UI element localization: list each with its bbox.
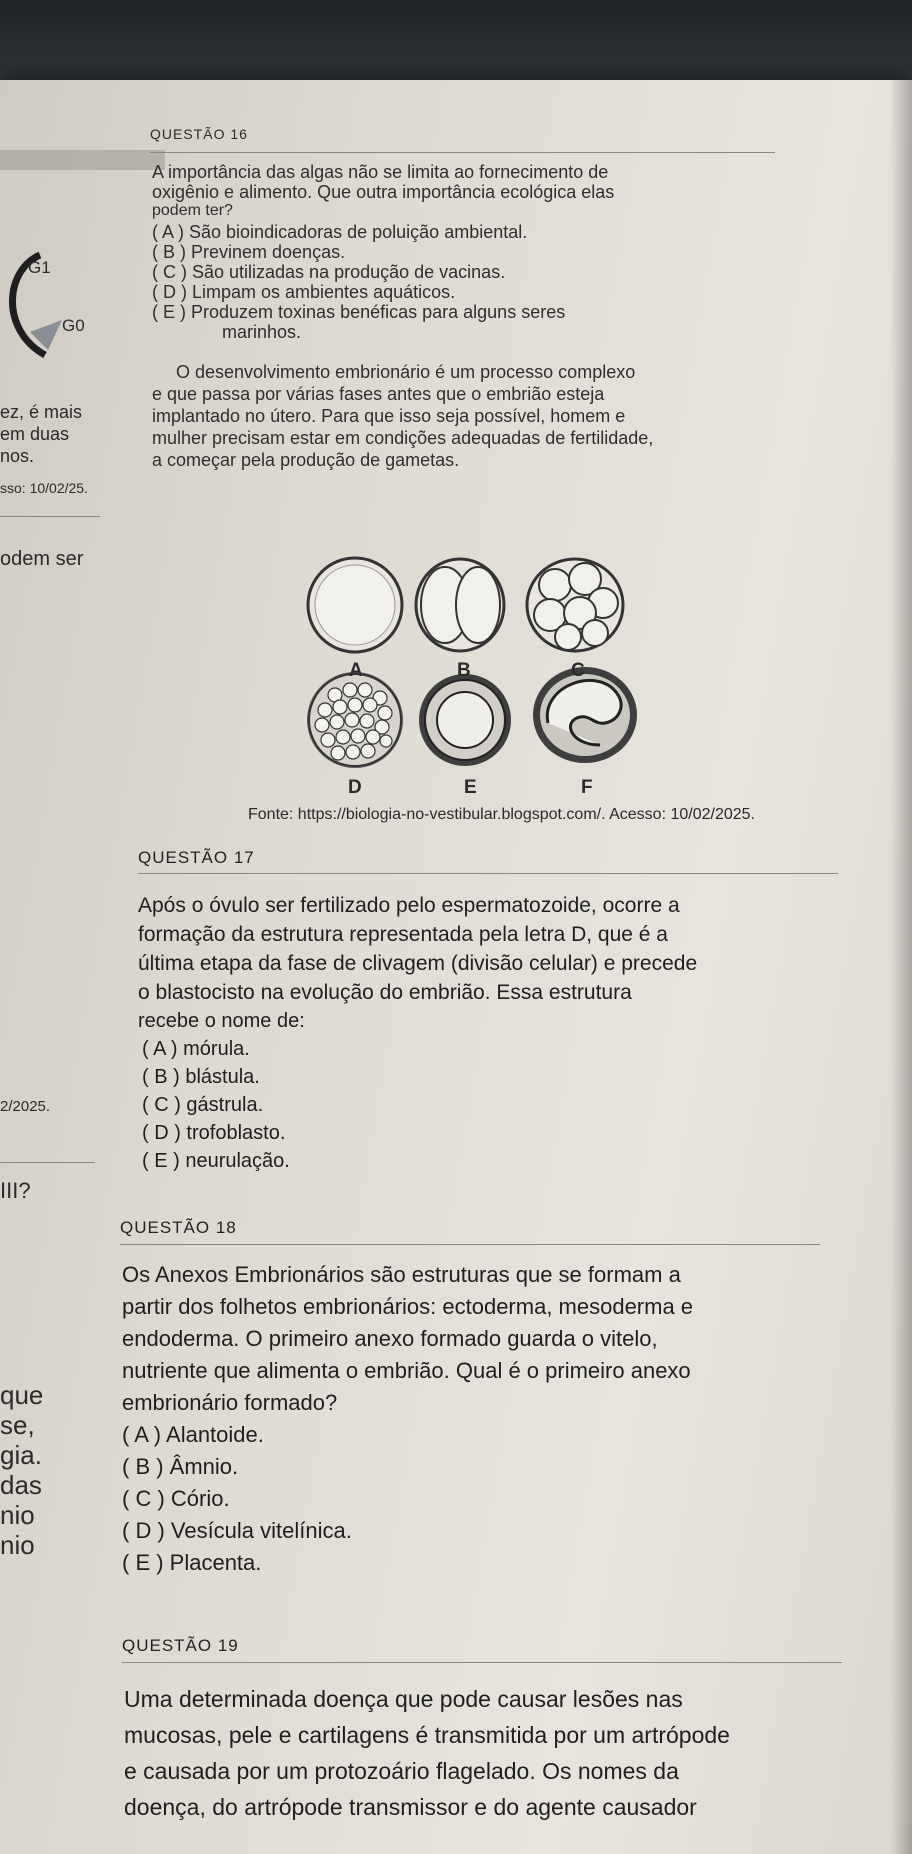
intro-line: mulher precisam estar em condições adequadas de fertilidade,: [152, 428, 654, 448]
question-17-option-c[interactable]: ( C ) gástrula.: [142, 1094, 264, 1116]
left-fragment: que: [0, 1380, 44, 1410]
question-17-stem-line: o blastocisto na evolução do embrião. Essa estrutura: [138, 981, 632, 1004]
left-divider: [0, 1162, 95, 1163]
question-16-rule: [150, 152, 775, 153]
question-17-stem-line: última etapa da fase de clivagem (divisão celular) e precede: [138, 952, 698, 975]
figure-label-a: A: [349, 660, 363, 681]
question-18-stem-line: Os Anexos Embrionários são estruturas que se formam a: [122, 1262, 681, 1287]
question-16-stem-line: oxigênio e alimento. Que outra importância ecológica elas: [152, 182, 615, 202]
question-17-option-a[interactable]: ( A ) mórula.: [142, 1038, 250, 1060]
adjacent-page-strip: [0, 150, 165, 170]
question-18-heading: QUESTÃO 18: [120, 1218, 237, 1237]
page-edge-shadow: [890, 80, 912, 1854]
question-18-stem-line: embrionário formado?: [122, 1390, 338, 1415]
figure-label-e: E: [464, 777, 477, 798]
question-17-option-e[interactable]: ( E ) neurulação.: [142, 1150, 290, 1172]
question-16-option-c[interactable]: ( C ) São utilizadas na produção de vacinas.: [152, 262, 506, 282]
question-18-option-b[interactable]: ( B ) Âmnio.: [122, 1454, 239, 1479]
left-fragment: nio: [0, 1500, 35, 1530]
question-17-stem-line: formação da estrutura representada pela letra D, que é a: [138, 923, 668, 946]
left-label-g0: G0: [62, 316, 85, 335]
left-fragment: gia.: [0, 1440, 42, 1470]
left-divider: [0, 516, 100, 517]
question-18-rule: [120, 1244, 820, 1245]
question-18-option-a[interactable]: ( A ) Alantoide.: [122, 1422, 264, 1447]
stage-d-morula-icon: [307, 672, 403, 768]
question-18-option-d[interactable]: ( D ) Vesícula vitelínica.: [122, 1518, 352, 1543]
question-19-stem-line: mucosas, pele e cartilagens é transmitida por um artrópode: [124, 1722, 730, 1748]
question-18-stem-line: nutriente que alimenta o embrião. Qual é o primeiro anexo: [122, 1358, 691, 1383]
left-fragment: se,: [0, 1410, 35, 1440]
question-18-option-c[interactable]: ( C ) Cório.: [122, 1486, 230, 1511]
intro-line: O desenvolvimento embrionário é um processo complexo: [176, 362, 636, 382]
left-fragment: em duas: [0, 424, 70, 444]
question-19-stem-line: doença, do artrópode transmissor e do agente causador: [124, 1794, 697, 1820]
left-fragment: ez, é mais: [0, 402, 83, 422]
question-17-option-b[interactable]: ( B ) blástula.: [142, 1066, 260, 1088]
question-19-stem-line: e causada por um protozoário flagelado. Os nomes da: [124, 1758, 679, 1784]
left-fragment: sso: 10/02/25.: [0, 480, 88, 496]
question-16-option-e[interactable]: ( E ) Produzem toxinas benéficas para alguns seres: [152, 302, 566, 322]
question-18-stem-line: endoderma. O primeiro anexo formado guarda o vitelo,: [122, 1326, 658, 1351]
intro-line: e que passa por várias fases antes que o embrião esteja: [152, 384, 605, 404]
question-19-stem-line: Uma determinada doença que pode causar lesões nas: [124, 1686, 683, 1712]
question-16-stem-line: podem ter?: [152, 202, 233, 219]
question-17-option-d[interactable]: ( D ) trofoblasto.: [142, 1122, 286, 1144]
intro-line: implantado no útero. Para que isso seja possível, homem e: [152, 406, 626, 426]
stage-f-gastrula-icon: [533, 667, 637, 763]
figure-label-b: B: [457, 660, 471, 681]
stage-e-blastula-icon: [419, 674, 511, 766]
left-fragment: nos.: [0, 446, 35, 466]
question-17-heading: QUESTÃO 17: [138, 848, 255, 867]
question-16-option-a[interactable]: ( A ) São bioindicadoras de poluição ambiental.: [152, 222, 528, 242]
question-19-heading: QUESTÃO 19: [122, 1636, 239, 1655]
question-17-rule: [138, 873, 838, 874]
figure-source-caption: Fonte: https://biologia-no-vestibular.blogspot.com/. Acesso: 10/02/2025.: [248, 806, 755, 823]
intro-line: a começar pela produção de gametas.: [152, 450, 460, 470]
figure-label-c: C: [571, 660, 585, 681]
question-16-option-b[interactable]: ( B ) Previnem doenças.: [152, 242, 346, 262]
figure-label-f: F: [581, 777, 593, 798]
stage-b-two-cell-icon: [416, 559, 504, 651]
stage-c-eight-cell-icon: [527, 559, 623, 651]
stage-a-zygote-icon: [308, 558, 402, 652]
question-18-option-e[interactable]: ( E ) Placenta.: [122, 1550, 262, 1575]
left-fragment: odem ser: [0, 548, 84, 570]
figure-label-d: D: [348, 777, 362, 798]
question-17-stem-line: Após o óvulo ser fertilizado pelo espermatozoide, ocorre a: [138, 894, 680, 917]
question-16-option-e-continued: marinhos.: [222, 322, 302, 342]
left-fragment: nio: [0, 1530, 35, 1560]
left-fragment: III?: [0, 1178, 31, 1203]
question-16-heading: QUESTÃO 16: [150, 126, 248, 142]
left-fragment: das: [0, 1470, 42, 1500]
question-17-stem-line: recebe o nome de:: [138, 1010, 305, 1032]
question-18-stem-line: partir dos folhetos embrionários: ectoderma, mesoderma e: [122, 1294, 694, 1319]
left-label-g1: G1: [28, 258, 51, 277]
question-16-option-d[interactable]: ( D ) Limpam os ambientes aquáticos.: [152, 282, 456, 302]
question-16-stem-line: A importância das algas não se limita ao fornecimento de: [152, 162, 609, 182]
left-fragment: 2/2025.: [0, 1098, 51, 1115]
question-19-rule: [122, 1662, 842, 1663]
